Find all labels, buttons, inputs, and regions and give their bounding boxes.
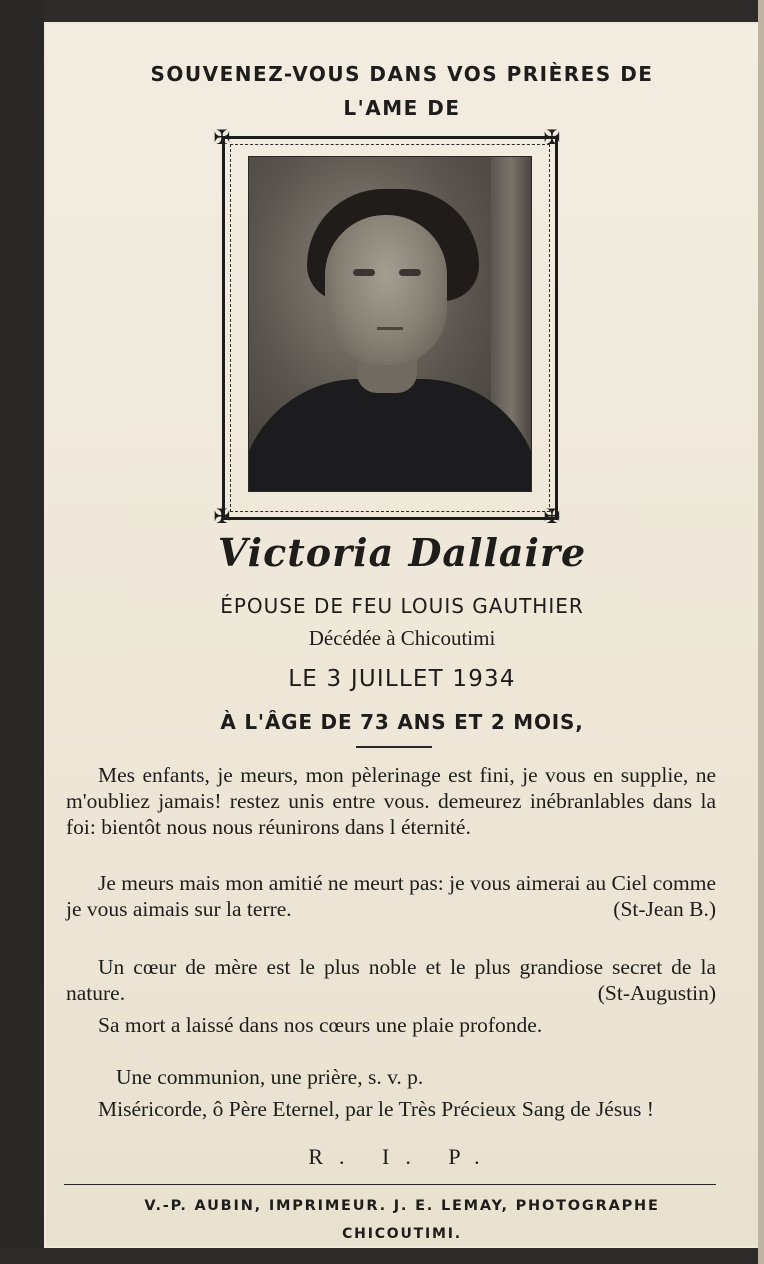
paragraph-text: Une communion, une prière, s. v. p. — [116, 1065, 424, 1089]
paragraph-text: Miséricorde, ô Père Eternel, par le Très Précieux Sang de Jésus ! — [98, 1097, 654, 1121]
printer-credit: V.-P. AUBIN, IMPRIMEUR. J. E. LEMAY, PHOTOGRAPHE — [144, 1198, 660, 1214]
paragraph-text: Un cœur de mère est le plus noble et le plus grandiose secret de la nature. — [66, 955, 716, 1005]
mourning-border-left — [0, 0, 44, 1264]
prayer-paragraph — [66, 870, 716, 922]
quote-attribution: (St-Jean B.) — [613, 897, 716, 921]
frame-cross-ornament-icon: ✠ — [213, 125, 231, 149]
prayer-paragraph — [116, 1064, 716, 1090]
heading-line-1: SOUVENEZ-VOUS DANS VOS PRIÈRES DE — [150, 62, 654, 86]
prayer-paragraph — [66, 762, 716, 840]
paragraph-text: Mes enfants, je meurs, mon pèlerinage est fini, je vous en supplie, ne m'oubliez jamais! restez unis entre vous. demeurez inébranlables dans la foi: bientôt nous nous réunirons dans l éternité. — [66, 763, 716, 839]
divider-short — [356, 746, 432, 748]
prayer-paragraph — [66, 954, 716, 1006]
prayer-paragraph — [66, 1012, 716, 1038]
heading-line-2: L'AME DE — [343, 96, 461, 120]
printer-city: CHICOUTIMI. — [342, 1226, 462, 1242]
frame-cross-ornament-icon: ✠ — [213, 504, 231, 528]
date-of-death: LE 3 JUILLET 1934 — [288, 666, 516, 692]
portrait-photo — [248, 156, 532, 492]
portrait-dress — [248, 379, 532, 492]
mourning-border-bottom — [0, 1248, 764, 1264]
rip-line: R. I. P. — [308, 1144, 496, 1169]
quote-attribution: (St-Augustin) — [597, 981, 716, 1005]
portrait-mouth — [377, 327, 403, 330]
paragraph-text: Sa mort a laissé dans nos cœurs une plaie profonde. — [98, 1013, 543, 1037]
portrait-eye — [353, 269, 375, 276]
mourning-border-top — [0, 0, 764, 22]
card-edge-right — [758, 0, 764, 1264]
spouse-line: ÉPOUSE DE FEU LOUIS GAUTHIER — [220, 594, 584, 618]
frame-cross-ornament-icon: ✠ — [543, 125, 561, 149]
deceased-name: Victoria Dallaire — [217, 530, 587, 575]
portrait-eye — [399, 269, 421, 276]
age-at-death: À L'ÂGE DE 73 ANS ET 2 MOIS, — [220, 710, 584, 734]
portrait-face — [325, 215, 447, 365]
paragraph-text: Je meurs mais mon amitié ne meurt pas: je vous aimerai au Ciel comme je vous aimais sur la terre. — [66, 871, 716, 921]
divider-long — [64, 1184, 716, 1185]
prayer-paragraph — [66, 1096, 716, 1122]
frame-cross-ornament-icon: ✠ — [543, 504, 561, 528]
place-of-death: Décédée à Chicoutimi — [308, 626, 496, 650]
